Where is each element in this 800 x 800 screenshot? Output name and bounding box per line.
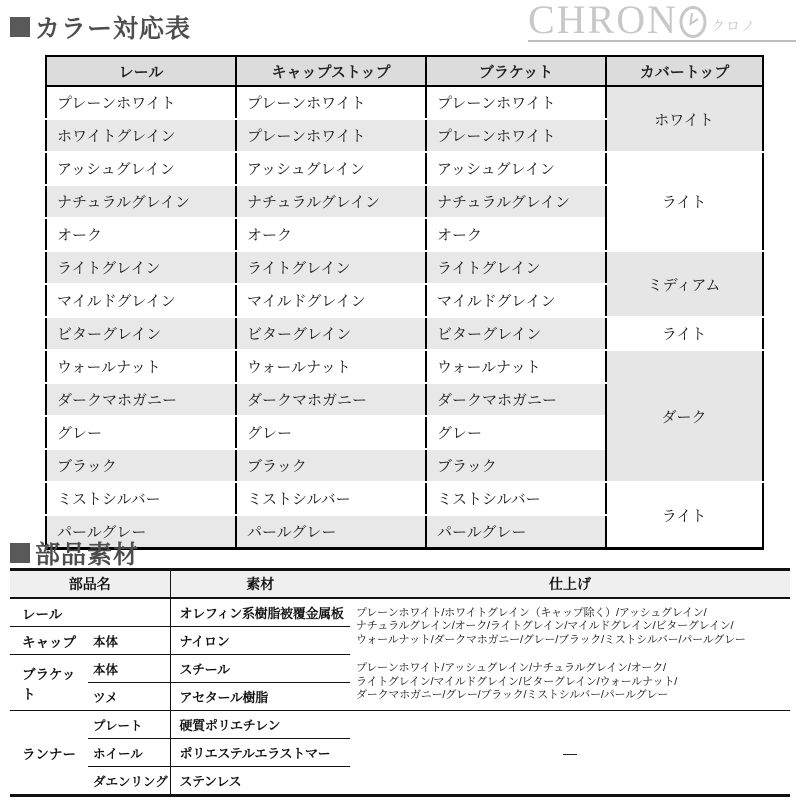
rail-color-cell: ビターグレイン <box>46 317 236 350</box>
finish-line: ナチュラルグレイン/オーク/ライトグレイン/マイルドグレイン/ビターグレイン/ <box>356 620 734 632</box>
bracket-color-cell: ナチュラルグレイン <box>426 185 606 218</box>
cover-top-color-cell: ライト <box>606 317 763 350</box>
column-header-cover-top: カバートップ <box>606 56 763 86</box>
cap-stop-color-cell: ブラック <box>236 449 426 482</box>
section-bullet-square <box>10 543 30 563</box>
cover-top-color-cell: ライト <box>606 152 763 251</box>
cap-stop-color-cell: ナチュラルグレイン <box>236 185 426 218</box>
material-cell: ポリエステルエラストマー <box>170 739 350 767</box>
brand-text: CHRON <box>528 0 679 42</box>
finish-cell <box>350 655 790 711</box>
column-header-bracket: ブラケット <box>426 56 606 86</box>
rail-color-cell: ダークマホガニー <box>46 383 236 416</box>
material-cell: スチール <box>170 655 350 683</box>
table-header-row <box>10 570 790 599</box>
column-header-part-name: 部品名 <box>10 570 170 599</box>
cap-stop-color-cell: ミストシルバー <box>236 482 426 515</box>
bracket-color-cell: ライトグレイン <box>426 251 606 284</box>
cap-stop-color-cell: ウォールナット <box>236 350 426 383</box>
section-title-text: 部品素材 <box>35 541 140 569</box>
bracket-color-cell: パールグレー <box>426 515 606 549</box>
rail-color-cell: マイルドグレイン <box>46 284 236 317</box>
rail-color-cell: ナチュラルグレイン <box>46 185 236 218</box>
cap-stop-color-cell: プレーンホワイト <box>236 86 426 119</box>
finish-cell <box>350 598 790 655</box>
cap-stop-color-cell: グレー <box>236 416 426 449</box>
table-row <box>46 86 763 119</box>
cap-stop-color-cell: ビターグレイン <box>236 317 426 350</box>
cap-stop-color-cell: マイルドグレイン <box>236 284 426 317</box>
table-row <box>46 152 763 185</box>
material-cell: アセタール樹脂 <box>170 683 350 711</box>
color-correspondence-table <box>45 55 764 550</box>
bracket-color-cell: ブラック <box>426 449 606 482</box>
table-row <box>46 317 763 350</box>
part-name-cell: ランナー <box>10 711 88 796</box>
table-row-bracket-body <box>10 655 790 683</box>
rail-color-cell: オーク <box>46 218 236 251</box>
sub-part-cell: 本体 <box>88 627 170 655</box>
finish-line: プレーンホワイト/ホワイトグレイン（キャップ除く）/アッシュグレイン/ <box>356 606 707 619</box>
rail-color-cell: アッシュグレイン <box>46 152 236 185</box>
table-row <box>46 350 763 383</box>
finish-line: ダークマホガニー/グレー/ブラック/ミストシルバー/パールグレー <box>356 689 669 701</box>
bracket-color-cell: ビターグレイン <box>426 317 606 350</box>
cap-stop-color-cell: プレーンホワイト <box>236 119 426 152</box>
table-row <box>46 482 763 515</box>
cover-top-color-cell: ミディアム <box>606 251 763 317</box>
finish-line: ウォールナット/ダークマホガニー/グレー/ブラック/ミストシルバー/パールグレー <box>356 633 746 646</box>
sub-part-cell: プレート <box>88 711 170 739</box>
rail-color-cell: グレー <box>46 416 236 449</box>
sub-part-cell: ホイール <box>88 739 170 767</box>
bracket-color-cell: グレー <box>426 416 606 449</box>
bracket-color-cell: マイルドグレイン <box>426 284 606 317</box>
table-row <box>46 251 763 284</box>
finish-line: プレーンホワイト/アッシュグレイン/ナチュラルグレイン/オーク/ <box>356 662 666 674</box>
cap-stop-color-cell: オーク <box>236 218 426 251</box>
rail-color-cell: ミストシルバー <box>46 482 236 515</box>
section-title-color-chart <box>10 9 191 45</box>
material-cell: 硬質ポリエチレン <box>170 711 350 739</box>
rail-color-cell: パールグレー <box>46 515 236 549</box>
table-header-row <box>46 56 763 86</box>
part-name-cell: キャップ <box>10 627 88 655</box>
bracket-color-cell: アッシュグレイン <box>426 152 606 185</box>
material-cell: ナイロン <box>170 627 350 655</box>
parts-materials-table <box>10 568 790 797</box>
column-header-rail: レール <box>46 56 236 86</box>
bracket-color-cell: オーク <box>426 218 606 251</box>
column-header-cap-stop: キャップストップ <box>236 56 426 86</box>
sub-part-cell: 本体 <box>88 655 170 683</box>
rail-color-cell: ホワイトグレイン <box>46 119 236 152</box>
section-title-parts-materials <box>10 535 139 571</box>
cap-stop-color-cell: パールグレー <box>236 515 426 549</box>
finish-cell: ― <box>350 711 790 796</box>
brand-logo <box>528 0 796 42</box>
rail-color-cell: ライトグレイン <box>46 251 236 284</box>
material-cell: ステンレス <box>170 767 350 796</box>
rail-color-cell: ウォールナット <box>46 350 236 383</box>
part-name-cell: レール <box>10 598 170 627</box>
finish-line: ライトグレイン/マイルドグレイン/ビターグレイン/ウォールナット/ <box>356 675 678 688</box>
cap-stop-color-cell: ダークマホガニー <box>236 383 426 416</box>
cover-top-color-cell: ダーク <box>606 350 763 482</box>
table-row-runner-plate <box>10 711 790 739</box>
cover-top-color-cell: ライト <box>606 482 763 549</box>
cap-stop-color-cell: アッシュグレイン <box>236 152 426 185</box>
rail-color-cell: ブラック <box>46 449 236 482</box>
part-name-cell: ブラケット <box>10 655 88 711</box>
section-title-text: カラー対応表 <box>35 15 192 43</box>
table-row-rail <box>10 598 790 627</box>
bracket-color-cell: ウォールナット <box>426 350 606 383</box>
sub-part-cell: ツメ <box>88 683 170 711</box>
cover-top-color-cell: ホワイト <box>606 86 763 152</box>
bracket-color-cell: ミストシルバー <box>426 482 606 515</box>
rail-color-cell: プレーンホワイト <box>46 86 236 119</box>
bracket-color-cell: ダークマホガニー <box>426 383 606 416</box>
sub-part-cell: ダエンリング <box>88 767 170 796</box>
brand-kana: クロノ <box>711 18 757 34</box>
material-cell: オレフィン系樹脂被覆金属板 <box>170 598 350 627</box>
cap-stop-color-cell: ライトグレイン <box>236 251 426 284</box>
column-header-material: 素材 <box>170 570 350 599</box>
clock-icon <box>678 6 708 40</box>
column-header-finish: 仕上げ <box>350 570 790 599</box>
bracket-color-cell: プレーンホワイト <box>426 86 606 119</box>
section-bullet-square <box>10 17 30 37</box>
bracket-color-cell: プレーンホワイト <box>426 119 606 152</box>
